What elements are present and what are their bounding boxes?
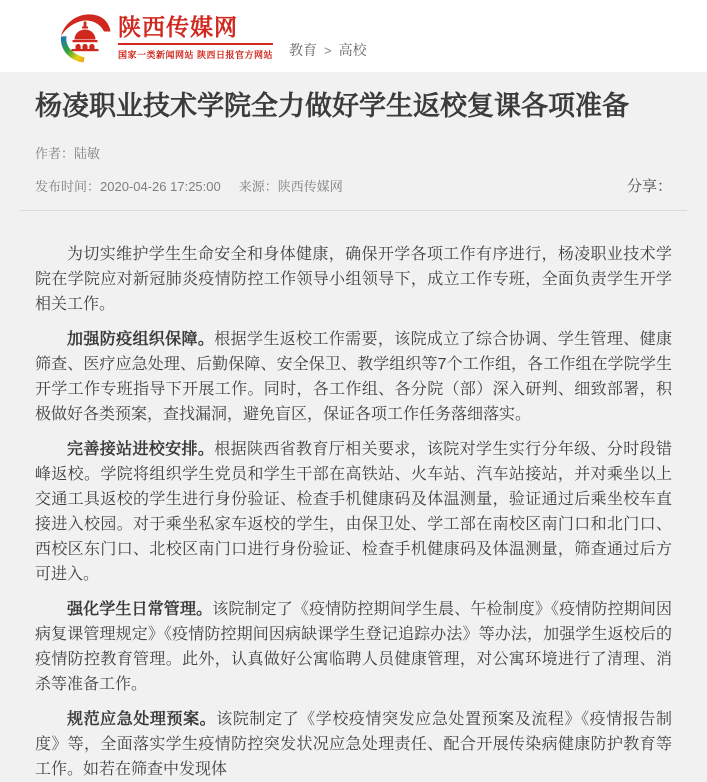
source-label: 来源： [238, 179, 278, 194]
article-paragraph: 强化学生日常管理。该院制定了《疫情防控期间学生晨、午检制度》《疫情防控期间因病复课管理规定》《疫情防控期间因病缺课学生登记追踪办法》等办法，加强学生返校后的疫情防控教育管理。此外，认真做好公寓临聘人员健康管理，对公寓环境进行了清理、消杀等准备工作。 [35, 601, 672, 693]
article-body [35, 242, 672, 782]
paragraph-lead: 完善接站进校安排。 [67, 441, 215, 458]
author-label: 作者： [35, 146, 75, 161]
article-paragraph: 完善接站进校安排。根据陕西省教育厅相关要求，该院对学生实行分年级、分时段错峰返校。学院将组织学生党员和学生干部在高铁站、火车站、汽车站接站，并对乘坐以上交通工具返校的学生进行身份验证、检查手机健康码及体温测量，验证通过后乘坐校车直接进入校园。对于乘坐私家车返校的学生，由保卫处、学工部在南校区南门口和北门口、西校区东门口、北校区南门口进行身份验证、检查手机健康码及体温测量，筛查通过后方可进入。 [35, 441, 672, 583]
article-paragraph: 为切实维护学生生命安全和身体健康，确保开学各项工作有序进行，杨凌职业技术学院在学院应对新冠肺炎疫情防控工作领导小组领导下，成立工作专班，全面负责学生开学相关工作。 [35, 246, 672, 313]
share-label: 分享： [626, 178, 672, 195]
author-line [35, 143, 672, 162]
article-title: 杨凌职业技术学院全力做好学生返校复课各项准备 [35, 91, 629, 121]
publish-row [35, 175, 672, 196]
article-paragraph: 规范应急处理预案。该院制定了《学校疫情突发应急处置预案及流程》《疫情报告制度》等，全面落实学生疫情防控突发状况应急处理责任、配合开展传染病健康防护教育等工作。如若在筛查中发现体 [35, 711, 672, 778]
author-name: 陆敏 [74, 146, 101, 161]
header-divider [20, 210, 687, 211]
paragraph-lead: 规范应急处理预案。 [67, 711, 217, 728]
brand-tagline: 国家一类新闻网站 陕西日报官方网站 [118, 43, 273, 61]
breadcrumb [289, 40, 367, 72]
pubtime [35, 176, 221, 195]
breadcrumb-subsection[interactable]: 高校 [338, 42, 367, 58]
pubtime-label: 发布时间： [35, 179, 101, 194]
paragraph-lead: 加强防疫组织保障。 [67, 331, 215, 348]
source [239, 176, 343, 195]
article-paragraph: 加强防疫组织保障。根据学生返校工作需要，该院成立了综合协调、学生管理、健康筛查、医疗应急处理、后勤保障、安全保卫、教学组织等7个工作组，各工作组在学院学生开学工作专班指导下开展工作。同时，各工作组、各分院（部）深入研判、细致部署，积极做好各类预案，查找漏洞，避免盲区，保证各项工作任务落细落实。 [35, 331, 672, 423]
pubtime-value: 2020-04-26 17:25:00 [100, 179, 221, 194]
article-container [0, 88, 707, 782]
site-header [0, 0, 707, 72]
breadcrumb-separator: > [324, 43, 332, 58]
brand-name: 陕西传媒网 [118, 13, 238, 40]
source-value: 陕西传媒网 [277, 179, 343, 194]
brand-emblem-icon [57, 9, 113, 65]
breadcrumb-section[interactable]: 教育 [289, 42, 318, 58]
paragraph-lead: 强化学生日常管理。 [67, 601, 213, 618]
site-logo[interactable] [57, 9, 273, 72]
